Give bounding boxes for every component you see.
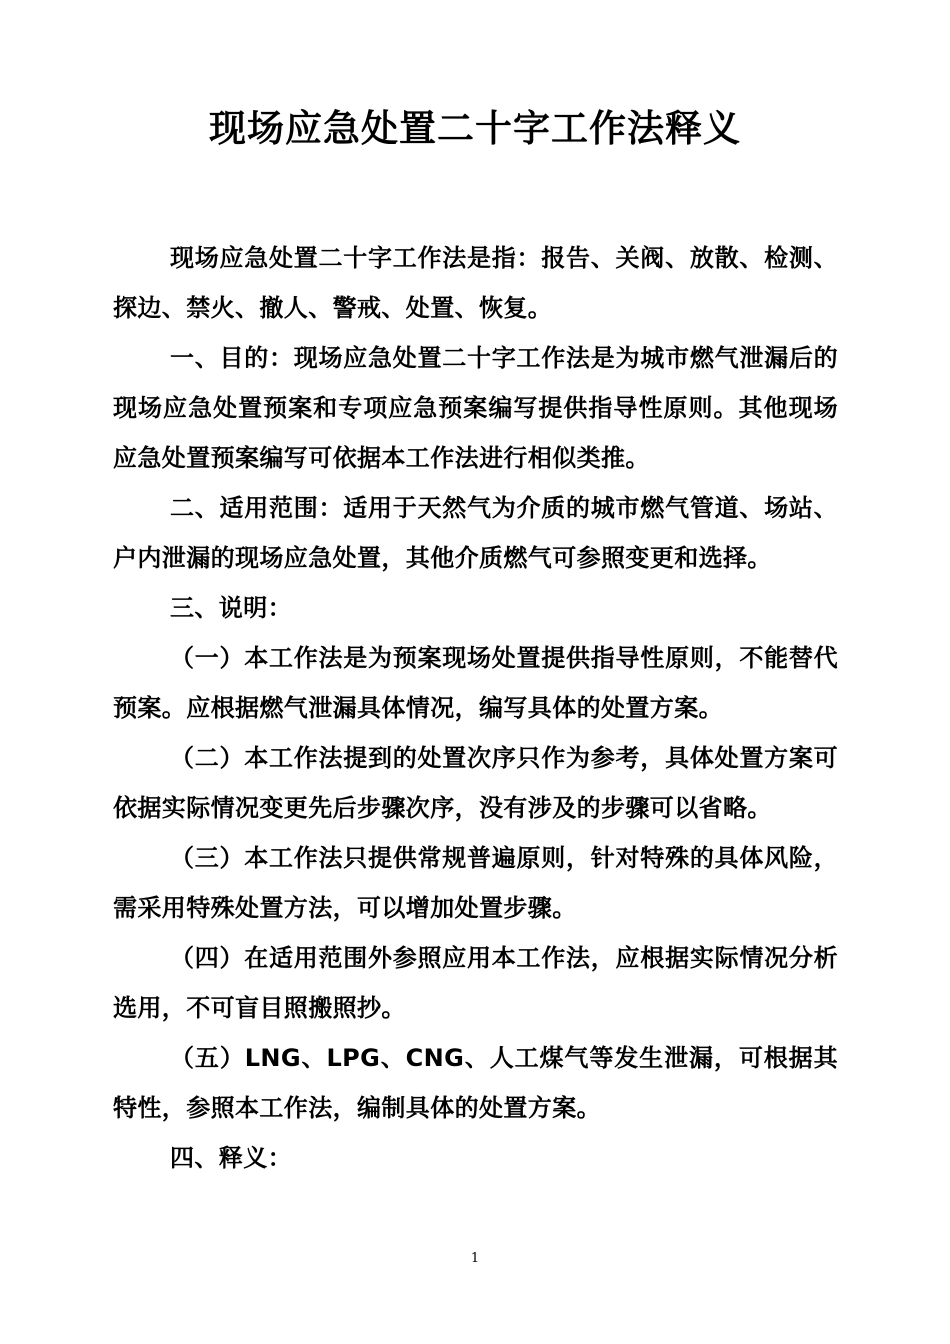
document-body bbox=[113, 233, 838, 1183]
paragraph-note-2: （二）本工作法提到的处置次序只作为参考，具体处置方案可依据实际情况变更先后步骤次序，没有涉及的步骤可以省略。 bbox=[113, 744, 838, 822]
paragraph-intro: 现场应急处置二十字工作法是指：报告、关阀、放散、检测、探边、禁火、撤人、警戒、处置、恢复。 bbox=[113, 244, 838, 322]
page-number: 1 bbox=[470, 1251, 480, 1266]
paragraph-note-4: （四）在适用范围外参照应用本工作法，应根据实际情况分析选用，不可盲目照搬照抄。 bbox=[113, 944, 838, 1022]
paragraph-note-5: （五）LNG、LPG、CNG、人工煤气等发生泄漏，可根据其特性，参照本工作法，编制具体的处置方案。 bbox=[113, 1044, 838, 1122]
paragraph-note-1: （一）本工作法是为预案现场处置提供指导性原则，不能替代预案。应根据燃气泄漏具体情况，编写具体的处置方案。 bbox=[113, 644, 838, 722]
paragraph-note-3: （三）本工作法只提供常规普遍原则，针对特殊的具体风险，需采用特殊处置方法，可以增加处置步骤。 bbox=[113, 844, 838, 922]
heading-notes: 三、说明： bbox=[170, 594, 292, 622]
paragraph-scope: 二、适用范围：适用于天然气为介质的城市燃气管道、场站、户内泄漏的现场应急处置，其他介质燃气可参照变更和选择。 bbox=[113, 494, 838, 572]
paragraph-purpose: 一、目的：现场应急处置二十字工作法是为城市燃气泄漏后的现场应急处置预案和专项应急预案编写提供指导性原则。其他现场应急处置预案编写可依据本工作法进行相似类推。 bbox=[113, 344, 838, 472]
heading-definitions: 四、释义： bbox=[170, 1144, 292, 1172]
document-title: 现场应急处置二十字工作法释义 bbox=[209, 107, 741, 150]
